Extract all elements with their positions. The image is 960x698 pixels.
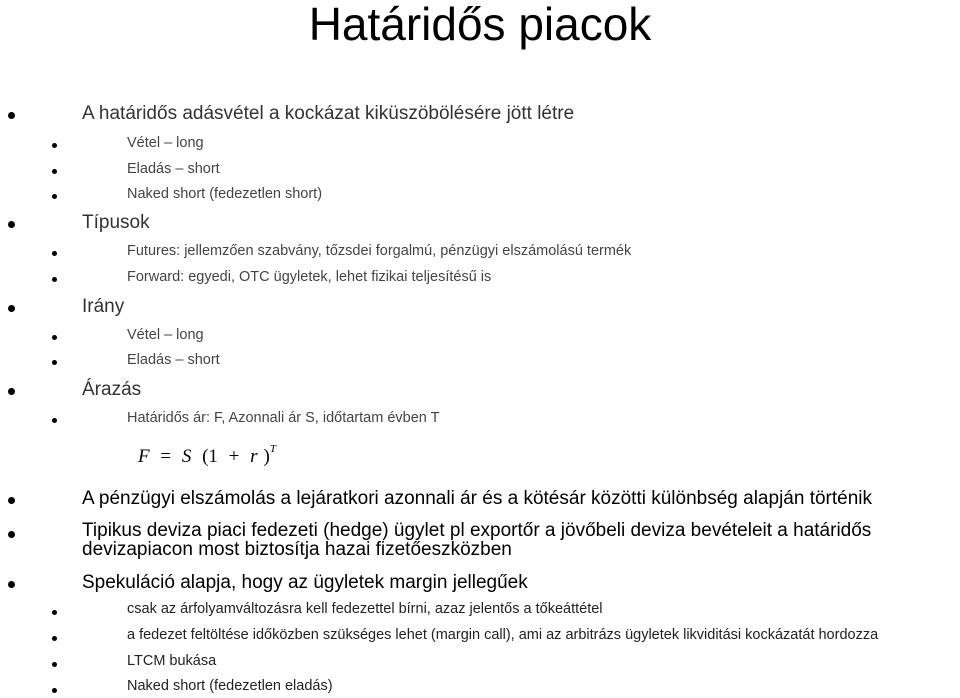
sub-bullet-text: Naked short (fedezetlen short) [127,186,323,202]
pricing-formula [138,443,282,468]
sub-bullet-text: LTCM bukása [127,653,217,669]
bullet [8,581,15,588]
formula-lhs: F [138,446,150,467]
bullet-text: A pénzügyi elszámolás a lejáratkori azonnali ár és a kötésár közötti különbség alapján történik [82,488,873,509]
bullet-text: Spekuláció alapja, hogy az ügyletek margin jellegűek [82,572,528,593]
sub-bullet-text: Futures: jellemzően szabvány, tőzsdei forgalmú, pénzügyi elszámolású termék [127,243,632,259]
formula-paren: (1 [202,446,218,467]
sub-bullet-text: Eladás – short [127,161,220,177]
bullet [8,112,15,119]
sub-bullet-text: Vétel – long [127,135,204,151]
sub-bullet [52,335,57,340]
sub-bullet [52,418,57,423]
sub-bullet [52,636,57,641]
sub-bullet-text: Eladás – short [127,352,220,368]
sub-bullet [52,169,57,174]
sub-bullet-text: Vétel – long [127,327,204,343]
bullet-text: Típusok [82,212,150,233]
formula-rate: r [250,446,258,467]
formula-equals: = [160,446,172,467]
sub-bullet [52,194,57,199]
sub-bullet [52,688,57,693]
sub-bullet-text: Naked short (fedezetlen eladás) [127,678,333,694]
bullet-text: Tipikus deviza piaci fedezeti (hedge) ügylet pl exportőr a jövőbeli deviza bevételeit a határidős devizapiacon most biztosítja hazai fizetőeszközben [82,520,872,560]
sub-bullet [52,277,57,282]
formula-exponent: T [269,443,276,455]
sub-bullet-text: Forward: egyedi, OTC ügyletek, lehet fizikai teljesítésű is [127,269,492,285]
slide-title: Határidős piacok [308,0,652,50]
bullet [8,531,15,538]
bullet [8,388,15,395]
sub-bullet [52,360,57,365]
bullet [8,221,15,228]
bullet-text: Árazás [82,379,142,400]
bullet-text: Irány [82,296,125,317]
sub-bullet-text: csak az árfolyamváltozásra kell fedezettel bírni, azaz jelentős a tőkeáttétel [127,601,603,617]
sub-bullet [52,143,57,148]
formula-plus: + [228,446,240,467]
bullet [8,305,15,312]
sub-bullet [52,662,57,667]
formula-close: ) [263,446,270,467]
bullet-text: A határidős adásvétel a kockázat kiküszöbölésére jött létre [82,103,575,124]
sub-bullet [52,251,57,256]
sub-bullet [52,610,57,615]
bullet [8,497,15,504]
formula-spot: S [181,446,192,467]
sub-bullet-text: a fedezet feltöltése időközben szükséges lehet (margin call), ami az arbitrázs ügyletek likviditási kockázatát hordozza [127,627,879,643]
sub-bullet-text: Határidős ár: F, Azonnali ár S, időtartam évben T [127,410,440,426]
